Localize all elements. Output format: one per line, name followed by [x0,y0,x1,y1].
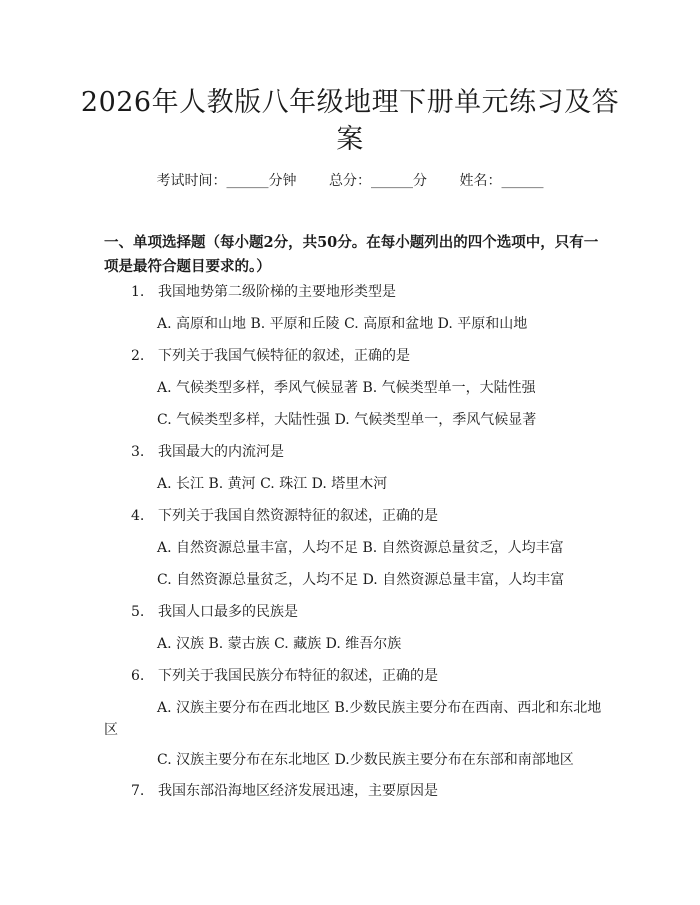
question-number: 1. [131,284,145,300]
question-stem: 我国最大的内流河是 [158,444,284,460]
question-number: 7. [131,783,145,799]
question-4 [131,506,438,526]
question-2-options-ab: A. 气候类型多样，季风气候显著 B. 气候类型单一，大陆性强 [157,380,536,396]
question-number: 2. [131,348,145,364]
title-line-2: 案 [336,124,364,155]
question-number: 5. [131,604,145,620]
question-2-options-cd: C. 气候类型多样，大陆性强 D. 气候类型单一，季风气候显著 [157,412,537,428]
question-1 [131,282,396,302]
question-number: 4. [131,508,145,524]
question-4-options-cd: C. 自然资源总量贫乏，人均不足 D. 自然资源总量丰富，人均丰富 [157,572,565,588]
question-6 [131,666,438,686]
section-heading: 一、单项选择题（每小题2分，共50分。在每小题列出的四个选项中，只有一项是最符合题目要求的。） [104,234,599,275]
question-number: 6. [131,668,145,684]
question-6-options-ab-wrap: 区 [104,722,118,738]
question-1-options: A. 高原和山地 B. 平原和丘陵 C. 高原和盆地 D. 平原和山地 [157,316,528,332]
question-2 [131,346,410,366]
exam-time: 考试时间：______分钟 [156,173,297,189]
question-number: 3. [131,444,145,460]
question-stem: 下列关于我国民族分布特征的叙述，正确的是 [158,668,438,684]
page-title [0,84,700,158]
exam-score: 总分：______分 [329,173,427,189]
question-4-options-ab: A. 自然资源总量丰富，人均不足 B. 自然资源总量贫乏，人均丰富 [157,540,564,556]
question-stem: 下列关于我国自然资源特征的叙述，正确的是 [158,508,438,524]
question-3 [131,442,284,462]
question-3-options: A. 长江 B. 黄河 C. 珠江 D. 塔里木河 [157,476,388,492]
question-stem: 我国地势第二级阶梯的主要地形类型是 [158,284,396,300]
student-name: 姓名：______ [459,173,544,189]
title-line-1: 2026年人教版八年级地理下册单元练习及答 [80,87,620,118]
question-7 [131,781,438,801]
question-stem: 下列关于我国气候特征的叙述，正确的是 [158,348,410,364]
question-6-options-ab: A. 汉族主要分布在西北地区 B.少数民族主要分布在西南、西北和东北地 [157,700,602,716]
question-5 [131,602,298,622]
question-stem: 我国东部沿海地区经济发展迅速，主要原因是 [158,783,438,799]
question-6-options-cd: C. 汉族主要分布在东北地区 D.少数民族主要分布在东部和南部地区 [157,752,574,768]
question-5-options: A. 汉族 B. 蒙古族 C. 藏族 D. 维吾尔族 [157,636,402,652]
exam-meta [0,170,700,190]
question-stem: 我国人口最多的民族是 [158,604,298,620]
